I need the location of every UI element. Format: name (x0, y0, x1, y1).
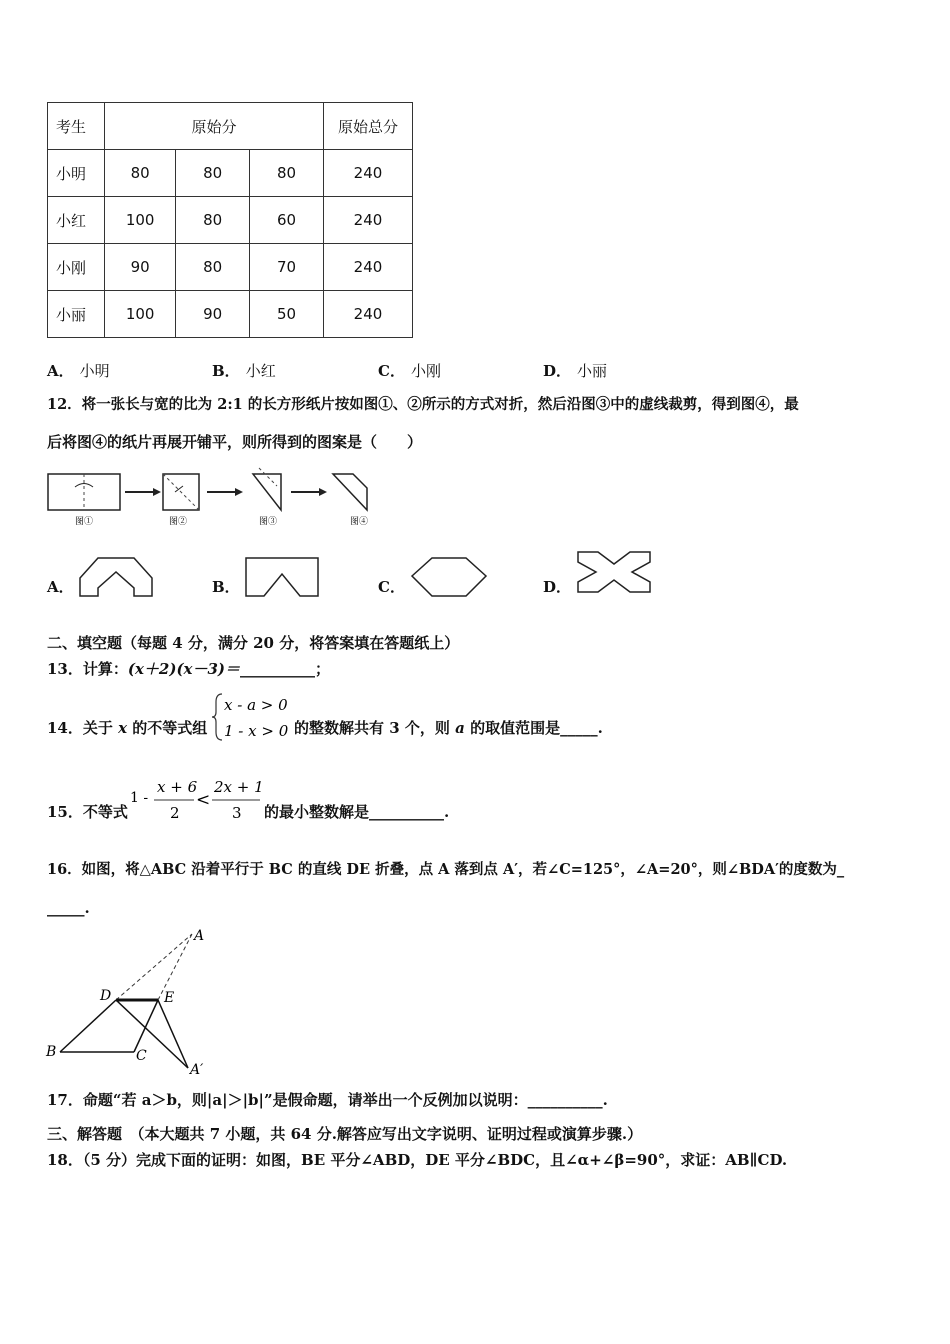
fig-label-2: 图② (169, 517, 188, 527)
label-D: D (100, 988, 112, 1004)
cell-score: 80 (176, 244, 250, 291)
cell-total: 240 (324, 150, 413, 197)
table-row (48, 291, 413, 338)
q14-after: 的整数解共有 3 个，则 (294, 719, 456, 737)
q15-prefix: 15．不等式 (47, 803, 128, 821)
label-E: E (164, 990, 175, 1006)
section3-title: 三、解答题 （本大题共 7 小题，共 64 分.解答应写出文字说明、证明过程或演算步骤.） (47, 1125, 643, 1143)
q15-lt: < (196, 790, 211, 810)
q11-option-a[interactable]: A． 小明 (47, 362, 110, 380)
q13-suffix: ； (315, 660, 331, 678)
q13-prefix: 13．计算： (47, 660, 128, 678)
q13 (47, 659, 330, 679)
cell-total: 240 (324, 291, 413, 338)
q13-expr: (x＋2)(x－3)＝ (127, 660, 241, 678)
option-c-shape (410, 556, 488, 598)
cell-score: 90 (176, 291, 250, 338)
fig-label-3: 图③ (259, 517, 278, 527)
q17-text: 17．命题“若 a＞b，则|a|＞|b|”是假命题，请举出一个反例加以说明：__________. (47, 1091, 608, 1109)
q16-text-line2: _____. (47, 899, 90, 917)
label-B: B (46, 1044, 57, 1060)
q12-text-line2: 后将图④的纸片再展开铺平，则所得到的图案是（ ） (47, 433, 423, 451)
cell-score: 80 (250, 150, 324, 197)
q12-option-d[interactable]: D． (543, 578, 572, 596)
q14-ineq-1: x - a > 0 (224, 696, 288, 714)
q11-option-d[interactable]: D． 小丽 (543, 362, 608, 380)
cell-score: 80 (176, 197, 250, 244)
header-student: 考生 (48, 103, 105, 150)
cell-score: 90 (105, 244, 176, 291)
q15-den2: 3 (232, 804, 242, 822)
fig-label-1: 图① (75, 517, 94, 527)
table-row (48, 197, 413, 244)
q14-var-x: x (118, 719, 128, 737)
fold-process-figure (45, 462, 385, 534)
cell-score: 50 (250, 291, 324, 338)
label-C: C (136, 1048, 147, 1064)
q18-text: 18．（5 分）完成下面的证明：如图，BE 平分∠ABD，DE 平分∠BDC，且∠α+∠β=90°，求证：AB∥CD. (47, 1151, 788, 1169)
q14-suffix-line (294, 718, 603, 738)
option-a-shape (78, 556, 154, 598)
q12-option-b[interactable]: B． (212, 578, 240, 596)
fold-triangle-figure (44, 922, 214, 1080)
q15-num2: 2x + 1 (214, 778, 264, 796)
header-total: 原始总分 (324, 103, 413, 150)
q14-prefix-line (47, 718, 207, 738)
cell-score: 100 (105, 197, 176, 244)
label-A-prime: A′ (190, 1062, 204, 1078)
q11-option-b[interactable]: B． 小红 (212, 362, 276, 380)
table-row (48, 150, 413, 197)
cell-total: 240 (324, 197, 413, 244)
section2-title: 二、填空题（每题 4 分，满分 20 分，将答案填在答题纸上） (47, 634, 460, 652)
q15-lhs: 1 - (130, 790, 149, 806)
label-A: A (194, 928, 205, 944)
cell-score: 60 (250, 197, 324, 244)
table-header-row (48, 103, 413, 150)
cell-name: 小红 (48, 197, 105, 244)
q15-den1: 2 (170, 804, 180, 822)
q14-prefix: 14．关于 (47, 719, 119, 737)
cell-score: 70 (250, 244, 324, 291)
header-raw: 原始分 (105, 103, 324, 150)
q11-option-c[interactable]: C． 小刚 (378, 362, 441, 380)
q14-mid: 的不等式组 (127, 719, 208, 737)
q12-text-line1: 12．将一张长与宽的比为 2:1 的长方形纸片按如图①、②所示的方式对折，然后沿图③中的虚线裁剪，得到图④，最 (47, 396, 799, 413)
q15-suffix: 的最小整数解是__________. (264, 803, 450, 821)
cell-name: 小丽 (48, 291, 105, 338)
cell-name: 小明 (48, 150, 105, 197)
q15-num1: x + 6 (157, 778, 198, 796)
q12-option-a[interactable]: A． (47, 578, 74, 596)
q14-system-brace (212, 690, 294, 744)
option-d-shape (576, 550, 654, 594)
cell-name: 小刚 (48, 244, 105, 291)
q14-end: 的取值范围是_____. (464, 719, 603, 737)
q16-text-line1: 16．如图，将△ABC 沿着平行于 BC 的直线 DE 折叠，点 A 落到点 A′，若∠C=125°，∠A=20°，则∠BDA′的度数为_ (47, 861, 845, 878)
table-row (48, 244, 413, 291)
q15-inequality (128, 774, 264, 824)
cell-score: 100 (105, 291, 176, 338)
cell-total: 240 (324, 244, 413, 291)
q12-option-c[interactable]: C． (378, 578, 405, 596)
q14-ineq-2: 1 - x > 0 (224, 722, 289, 740)
q14-var-a: a (455, 719, 465, 737)
score-table (47, 102, 413, 338)
cell-score: 80 (176, 150, 250, 197)
q13-blank: __________ (240, 660, 316, 678)
option-b-shape (244, 556, 320, 598)
cell-score: 80 (105, 150, 176, 197)
fig-label-4: 图④ (350, 517, 369, 527)
